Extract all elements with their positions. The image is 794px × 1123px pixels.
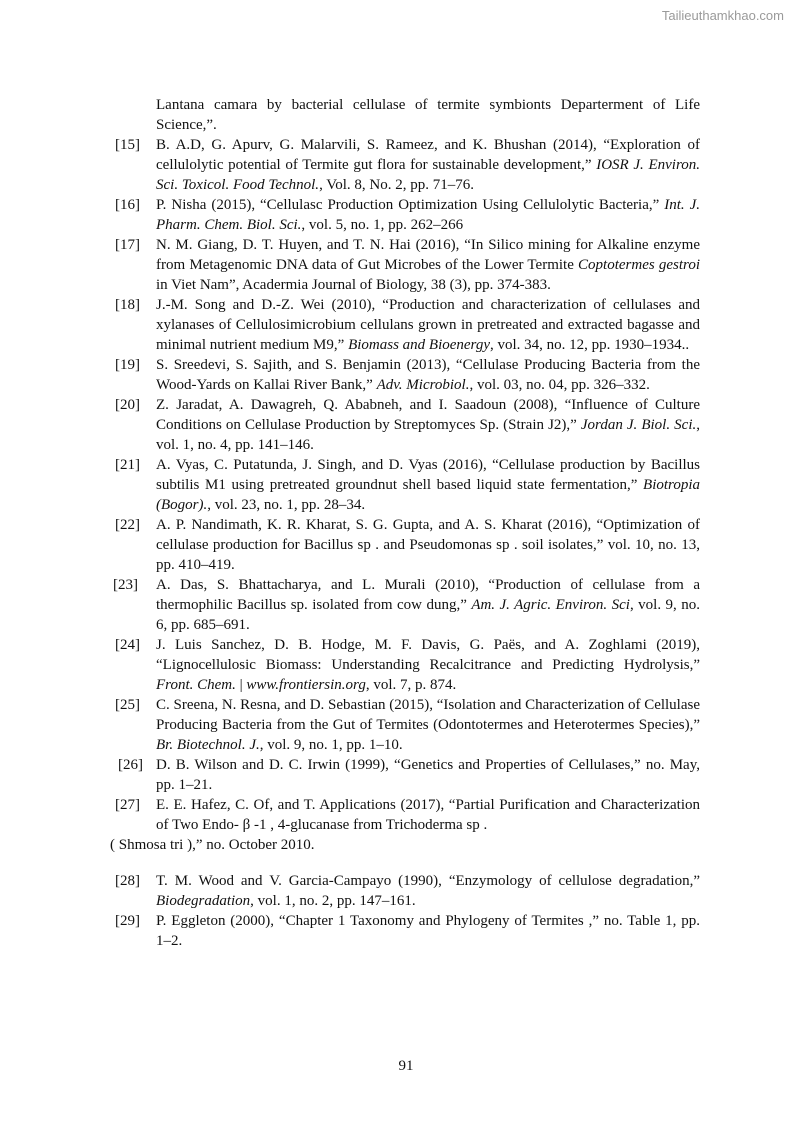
reference-number: [29] (115, 913, 140, 929)
reference-26 (110, 755, 700, 795)
reference-number: [23] (113, 577, 138, 593)
reference-separator: | (235, 677, 247, 693)
reference-28 (110, 871, 700, 911)
reference-details: , vol. 23, no. 1, pp. 28–34. (207, 497, 366, 513)
reference-journal: Int. J. Pharm. Chem. Biol. Sci. (156, 197, 700, 233)
reference-details: , vol. 03, no. 04, pp. 326–332. (469, 377, 650, 393)
reference-number: [20] (115, 397, 140, 413)
reference-27 (110, 795, 700, 855)
reference-24 (110, 635, 700, 695)
reference-journal: Br. Biotechnol. J. (156, 737, 260, 753)
reference-text: Z. Jaradat, A. Dawagreh, Q. Ababneh, and I. Saadoun (2008), “Influence of Culture Conditions on Cellulase Production by Streptomyces Sp. (Strain J2),” (156, 397, 700, 433)
reference-text: C. Sreena, N. Resna, and D. Sebastian (2015), “Isolation and Characterization of Cellulase Producing Bacteria from the Gut of Termites (Odontotermes and Heterotermes Species),” (156, 697, 701, 733)
reference-text: S. Sreedevi, S. Sajith, and S. Benjamin (2013), “Cellulase Producing Bacteria from the Wood-Yards on Kallai River Bank,” (156, 357, 700, 393)
page-number: 91 (398, 1058, 414, 1074)
reference-15 (110, 135, 700, 195)
reference-number: [17] (115, 237, 140, 253)
reference-details: , vol. 7, p. 874. (365, 677, 457, 693)
reference-text: A. P. Nandimath, K. R. Kharat, S. G. Gupta, and A. S. Kharat (2016), “Optimization of cellulase production for Bacillus sp . and Pseudomonas sp . soil isolates,” vol. 10, no. 13, pp. 410–419. (156, 517, 700, 573)
reference-number: [19] (115, 357, 140, 373)
reference-journal: Biotropia (Bogor). (156, 477, 700, 513)
reference-text: A. Vyas, C. Putatunda, J. Singh, and D. Vyas (2016), “Cellulase production by Bacillus subtilis M1 using pretreated groundnut shell based liquid state fermentation,” (156, 457, 700, 493)
reference-text: Lantana camara by bacterial cellulase of termite symbionts Departerment of Life Science,”. (156, 97, 700, 133)
reference-number: [28] (115, 873, 140, 889)
reference-species: Coptotermes gestroi (578, 257, 700, 273)
reference-text: J. Luis Sanchez, D. B. Hodge, M. F. Davis, G. Paës, and A. Zoghlami (2019), “Lignocellulosic Biomass: Understanding Recalcitrance and Predicting Hydrolysis,” (156, 637, 700, 673)
reference-text: B. A.D, G. Apurv, G. Malarvili, S. Rameez, and K. Bhushan (2014), “Exploration of cellulolytic potential of Termite gut flora for sustainable development,” (156, 137, 700, 173)
reference-16 (110, 195, 700, 235)
reference-29 (110, 911, 700, 951)
reference-journal: Jordan J. Biol. Sci. (580, 417, 697, 433)
reference-number: [21] (115, 457, 140, 473)
reference-23 (110, 575, 700, 635)
reference-website: www.frontiersin.org (246, 677, 366, 693)
reference-details: , vol. 9, no. 6, pp. 685–691. (156, 597, 700, 633)
reference-number: [26] (118, 757, 143, 773)
reference-number: [18] (115, 297, 140, 313)
reference-text: N. M. Giang, D. T. Huyen, and T. N. Hai (2016), “In Silico mining for Alkaline enzyme from Metagenomic DNA data of Gut Microbes of the Lower Termite (156, 237, 700, 273)
reference-text: P. Nisha (2015), “Cellulasc Production Optimization Using Cellulolytic Bacteria,” (156, 197, 665, 213)
reference-details: , vol. 9, no. 1, pp. 1–10. (259, 737, 403, 753)
reference-number: [25] (115, 697, 140, 713)
reference-details: , vol. 1, no. 2, pp. 147–161. (250, 893, 416, 909)
reference-details: , vol. 34, no. 12, pp. 1930–1934.. (489, 337, 690, 353)
reference-number: [27] (115, 797, 140, 813)
reference-21 (110, 455, 700, 515)
reference-continuation: ( Shmosa tri ),” no. October 2010. (110, 837, 315, 853)
reference-number: [16] (115, 197, 140, 213)
reference-journal: Adv. Microbiol. (376, 377, 470, 393)
reference-details: in Viet Nam”, Acadermia Journal of Biology, 38 (3), pp. 374-383. (156, 277, 551, 293)
reference-number: [24] (115, 637, 140, 653)
watermark-text: Tailieuthamkhao.com (661, 8, 784, 23)
reference-details: , vol. 5, no. 1, pp. 262–266 (301, 217, 464, 233)
reference-number: [15] (115, 137, 140, 153)
reference-journal: IOSR J. Environ. Sci. Toxicol. Food Technol. (156, 157, 701, 193)
reference-text: T. M. Wood and V. Garcia-Campayo (1990), “Enzymology of cellulose degradation,” (156, 873, 700, 889)
reference-text: A. Das, S. Bhattacharya, and L. Murali (2010), “Production of cellulase from a thermophilic Bacillus sp. isolated from cow dung,” (156, 577, 700, 613)
reference-journal: Am. J. Agric. Environ. Sci (471, 597, 630, 613)
reference-journal: Front. Chem. (156, 677, 236, 693)
reference-text: P. Eggleton (2000), “Chapter 1 Taxonomy and Phylogeny of Termites ,” no. Table 1, pp. 1–2. (156, 913, 700, 949)
reference-number: [22] (115, 517, 140, 533)
reference-25 (110, 695, 700, 755)
reference-19 (110, 355, 700, 395)
reference-17 (110, 235, 700, 295)
reference-details: , Vol. 8, No. 2, pp. 71–76. (319, 177, 474, 193)
reference-20 (110, 395, 700, 455)
reference-14-continuation (110, 95, 700, 135)
reference-text: J.-M. Song and D.-Z. Wei (2010), “Production and characterization of cellulases and xylanases of Cellulosimicrobium cellulans grown in pretreated and extracted bagasse and minimal nutrient medium M9,” (156, 297, 700, 353)
reference-text: D. B. Wilson and D. C. Irwin (1999), “Genetics and Properties of Cellulases,” no. May, pp. 1–21. (156, 757, 700, 793)
reference-18 (110, 295, 700, 355)
reference-22 (110, 515, 700, 575)
reference-details: , vol. 1, no. 4, pp. 141–146. (156, 417, 700, 453)
reference-list (110, 95, 700, 951)
reference-text: E. E. Hafez, C. Of, and T. Applications (2017), “Partial Purification and Characterization of Two Endo- β -1 , 4-glucanase from Trichoderma sp . (156, 797, 700, 833)
reference-journal: Biodegradation (156, 893, 251, 909)
reference-journal: Biomass and Bioenergy (348, 337, 490, 353)
